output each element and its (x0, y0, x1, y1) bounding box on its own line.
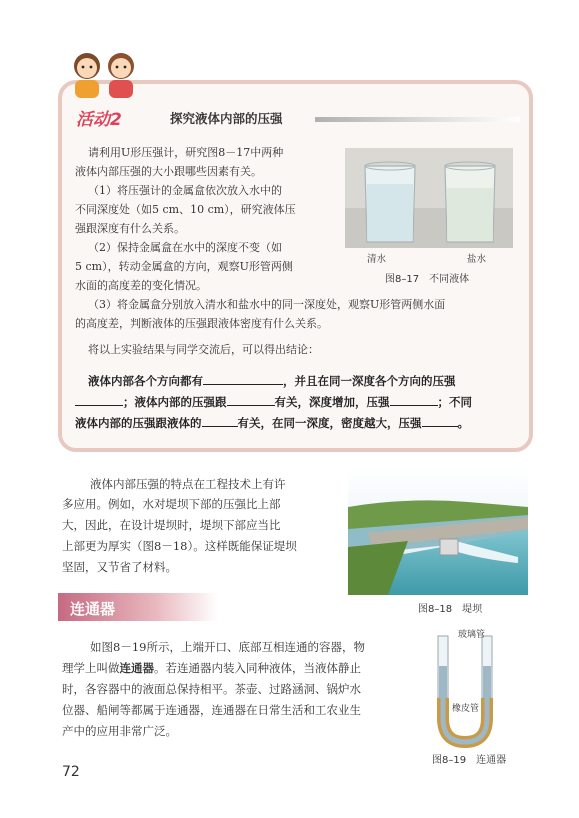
dam-line-1: 液体内部压强的特点在工程技术上有许 (90, 477, 286, 491)
answer-blank[interactable] (75, 393, 123, 406)
step1-line-2: 不同深度处（如5 cm、10 cm），研究液体压 (75, 203, 296, 216)
step2-line-3: 水面的高度差的变化情况。 (75, 279, 207, 292)
conclusion-text: 有关，在同一深度，密度越大，压强 (237, 416, 422, 430)
conclusion-text: 。 (457, 416, 469, 430)
conclusion-text: 有关，深度增加，压强 (274, 395, 390, 409)
conclusion-text: ；液体内部的压强跟 (123, 395, 227, 409)
step2-line-1: （2）保持金属盒在水中的深度不变（如 (88, 241, 282, 254)
activity-label: 活动2 (76, 110, 122, 130)
connector-text: 。若连通器内装入同种液体，当液体静止 (154, 661, 361, 675)
conclusion-line-1 (88, 371, 456, 391)
activity-title: 探究液体内部的压强 (170, 111, 283, 126)
step3-line-1: （3）将金属盒分别放入清水和盐水中的同一深度处，观察U形管两侧水面 (88, 298, 446, 311)
figure-8-18-caption: 图8–18 堤坝 (418, 604, 483, 615)
beakers-photo (345, 148, 513, 248)
conclusion-text: ；不同 (437, 395, 472, 409)
label-salt-water: 盐水 (467, 254, 487, 265)
section-title: 连通器 (70, 600, 116, 618)
term-connector: 连通器 (119, 661, 154, 675)
exchange-line: 将以上实验结果与同学交流后，可以得出结论： (88, 343, 319, 356)
answer-blank[interactable] (202, 414, 238, 427)
answer-blank[interactable] (422, 414, 458, 427)
conclusion-line-3 (75, 413, 469, 433)
dam-line-4: 上部更为厚实（图8－18）。这样既能保证堤坝 (62, 539, 297, 553)
conclusion-text: ，并且在同一深度各个方向的压强 (283, 374, 456, 388)
title-rule (315, 117, 520, 122)
connector-line-2 (62, 658, 361, 678)
u-tube-diagram (430, 628, 500, 748)
dam-line-5: 坚固，又节省了材料。 (62, 560, 177, 574)
conclusion-text: 液体内部的压强跟液体的 (75, 416, 202, 430)
conclusion-line-2 (75, 392, 472, 412)
intro-line-1: 请利用U形压强计，研究图8－17中两种 (88, 146, 284, 159)
dam-line-3: 大，因此，在设计堤坝时，堤坝下部应当比 (62, 518, 281, 532)
dam-photo (348, 467, 528, 595)
answer-blank[interactable] (203, 372, 283, 385)
label-rubber-tube: 橡皮管 (452, 704, 480, 714)
beaker-water (365, 162, 415, 242)
label-glass-tube: 玻璃管 (458, 630, 486, 640)
conclusion-text: 液体内部各个方向都有 (88, 374, 203, 388)
connector-line-3: 时，各容器中的液面总保持相平。茶壶、过路涵洞、锅炉水 (62, 682, 361, 696)
figure-8-17-caption: 图8–17 不同液体 (385, 274, 470, 285)
beaker-salt-water (445, 162, 495, 242)
connector-text: 理学上叫做 (62, 661, 120, 675)
answer-blank[interactable] (390, 393, 438, 406)
connector-line-1: 如图8－19所示，上端开口、底部互相连通的容器，物 (90, 640, 365, 654)
label-clear-water: 清水 (367, 254, 387, 265)
cartoon-kids-illustration (65, 48, 145, 100)
dam-line-2: 多应用。例如，水对堤坝下部的压强比上部 (62, 497, 281, 511)
answer-blank[interactable] (227, 393, 275, 406)
step2-line-2: 5 cm），转动金属盒的方向，观察U形管两侧 (75, 260, 293, 273)
intro-line-2: 液体内部压强的大小跟哪些因素有关。 (75, 165, 262, 178)
step1-line-1: （1）将压强计的金属盒依次放入水中的 (88, 184, 282, 197)
page-number: 72 (62, 764, 80, 780)
step3-line-2: 的高度差，判断液体的压强跟液体密度有什么关系。 (75, 317, 328, 330)
step1-line-3: 强跟深度有什么关系。 (75, 222, 185, 235)
figure-8-19-caption: 图8–19 连通器 (432, 755, 507, 766)
connector-line-5: 产中的应用非常广泛。 (62, 724, 177, 738)
connector-line-4: 位器、船闸等都属于连通器，连通器在日常生活和工农业生 (62, 703, 361, 717)
